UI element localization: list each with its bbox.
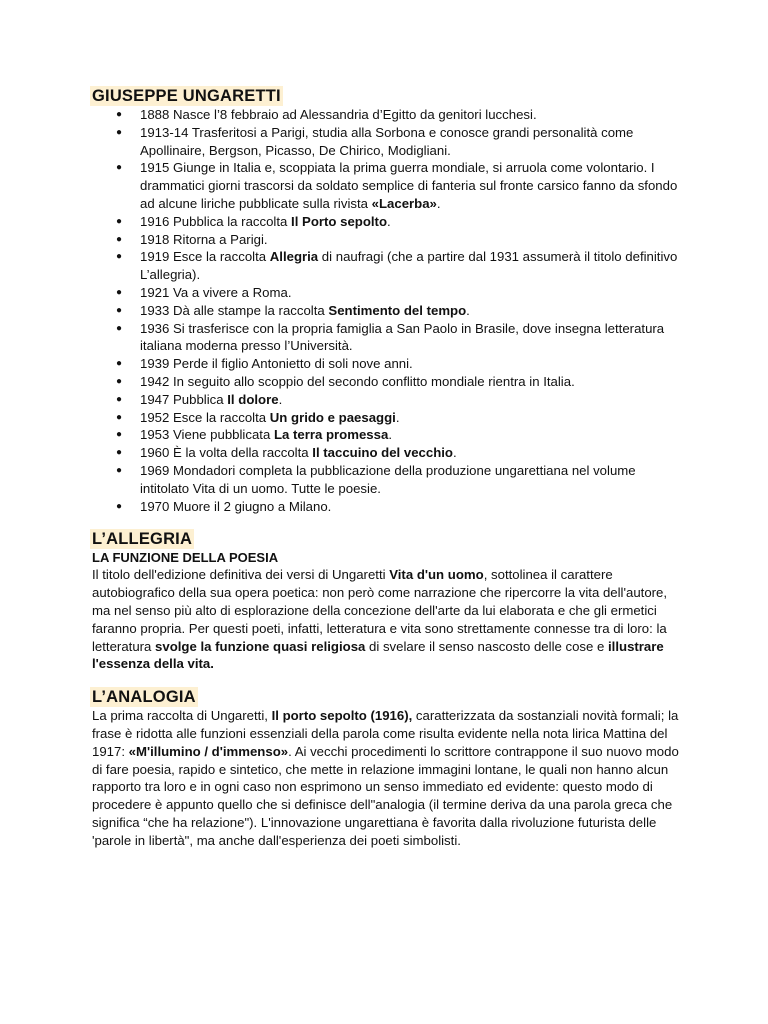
text-run: 1942 In seguito allo scoppio del secondo conflitto mondiale rientra in Italia.: [140, 373, 575, 389]
bold-text: Allegria: [269, 249, 319, 265]
paragraph-allegria: [92, 566, 682, 673]
text-run: 1918 Ritorna a Parigi.: [140, 231, 268, 247]
text-run: 1913-14 Trasferitosi a Parigi, studia alla Sorbona e conosce grandi personalità come Apollinaire, Bergson, Picasso, De Chirico, Modigliani.: [140, 124, 634, 158]
timeline-item: [92, 391, 682, 409]
text-run: 1921 Va a vivere a Roma.: [140, 284, 292, 300]
timeline-item: [92, 355, 682, 373]
heading-analogia: L’ANALOGIA: [92, 688, 196, 707]
timeline-item: [92, 409, 682, 427]
text-run: .: [453, 445, 457, 461]
bold-text: La terra promessa: [273, 427, 389, 443]
bold-text: Il dolore: [227, 391, 279, 407]
timeline-item: [92, 373, 682, 391]
text-run: 1970 Muore il 2 giugno a Milano.: [140, 498, 332, 514]
text-run: 1915 Giunge in Italia e, scoppiata la prima guerra mondiale, si arruola come volontario. I drammatici giorni trascorsi da soldato semplice di fanteria sul fronte carsico fanno da sfondo ad alcune liriche pubblicate sulla rivista: [140, 160, 678, 211]
timeline-item: [92, 231, 682, 249]
section-analogia: [92, 687, 682, 849]
timeline-item: [92, 444, 682, 462]
text-run: .: [436, 195, 441, 211]
text-run: Il titolo dell'edizione definitiva dei versi di Ungaretti: [92, 567, 390, 583]
text-run: di svelare il senso nascosto delle cose e: [365, 638, 609, 654]
bold-text: illustrare l'essenza della vita.: [92, 638, 664, 672]
bold-text: «Lacerba»: [371, 195, 437, 211]
timeline-item: [92, 284, 682, 302]
timeline-item: [92, 124, 682, 160]
text-run: 1947 Pubblica: [140, 391, 228, 407]
text-run: .: [387, 213, 391, 229]
timeline-list: [92, 106, 682, 515]
text-run: 1919 Esce la raccolta: [140, 249, 270, 265]
section-biography: [92, 86, 682, 515]
bold-text: svolge la funzione quasi religiosa: [155, 638, 366, 654]
text-run: 1939 Perde il figlio Antonietto di soli nove anni.: [140, 356, 413, 372]
bold-text: Il Porto sepolto: [291, 213, 388, 229]
bold-text: Il porto sepolto (1916),: [271, 708, 413, 724]
bold-text: Il taccuino del vecchio: [312, 445, 453, 461]
timeline-item: [92, 320, 682, 356]
bold-text: «M'illumino / d'immenso»: [128, 743, 289, 759]
timeline-item: [92, 498, 682, 516]
text-run: La prima raccolta di Ungaretti,: [92, 708, 272, 724]
heading-allegria: L’ALLEGRIA: [92, 530, 193, 549]
text-run: .: [395, 409, 400, 425]
timeline-item: [92, 462, 682, 498]
text-run: 1960 È la volta della raccolta: [140, 445, 313, 461]
text-run: . Ai vecchi procedimenti lo scrittore contrappone il suo nuovo modo di fare poesia, rapido e sintetico, che mette in relazione immagini lontane, le quali non hanno alcun rapporto tra loro e in ogni caso non esprimono un senso immediato ed evidente: questo modo di procedere è appunto quello che si definisce dell"analogia (il termine deriva da una parola greca che significa “che ha relazione"). L'innovazione ungarettiana è favorita dalla rivoluzione futurista delle 'parole in libertà", ma anche dall'esperienza dei poeti simbolisti.: [92, 743, 679, 848]
bold-text: Sentimento del tempo: [328, 302, 467, 318]
text-run: 1916 Pubblica la raccolta: [140, 213, 292, 229]
text-run: di naufragi (che a partire dal 1931 assumerà il titolo definitivo L’allegria).: [140, 249, 678, 283]
bold-text: Vita d'un uomo: [389, 567, 484, 583]
timeline-item: [92, 302, 682, 320]
document-content: [92, 86, 682, 849]
text-run: .: [466, 302, 470, 318]
timeline-item: [92, 106, 682, 124]
text-run: 1888 Nasce l’8 febbraio ad Alessandria d’Egitto da genitori lucchesi.: [140, 107, 537, 122]
text-run: .: [388, 427, 392, 443]
text-run: caratterizzata da sostanziali novità formali; la frase è ridotta alle funzioni essenziali della parola come risulta evidente nella nota lirica Mattina del 1917:: [92, 708, 679, 759]
heading-giuseppe-ungaretti: GIUSEPPE UNGARETTI: [92, 87, 281, 105]
text-run: 1933 Dà alle stampe la raccolta: [140, 302, 329, 318]
timeline-item: [92, 426, 682, 444]
text-run: 1969 Mondadori completa la pubblicazione della produzione ungarettiana nel volume intitolato Vita di un uomo. Tutte le poesie.: [140, 462, 636, 496]
text-run: 1953 Viene pubblicata: [140, 427, 274, 443]
text-run: , sottolinea il carattere autobiografico della sua opera poetica: non però come narrazione che ripercorre la vita dell'autore, ma nel senso più alto di esplorazione della concezione dell'arte da lui elaborata e che gli ermetici faranno propria. Per questi poeti, infatti, letteratura e vita sono strettamente connesse tra di loro: la letteratura: [92, 567, 668, 654]
paragraph-analogia: [92, 707, 682, 849]
timeline-item: [92, 213, 682, 231]
timeline-item: [92, 248, 682, 284]
timeline-item: [92, 159, 682, 212]
text-run: .: [278, 391, 283, 407]
text-run: 1936 Si trasferisce con la propria famiglia a San Paolo in Brasile, dove insegna letteratura italiana moderna presso l’Università.: [140, 320, 665, 354]
section-allegria: [92, 529, 682, 673]
bold-text: Un grido e paesaggi: [269, 409, 396, 425]
subheading-funzione-poesia: LA FUNZIONE DELLA POESIA: [92, 550, 279, 566]
text-run: 1952 Esce la raccolta: [140, 409, 270, 425]
